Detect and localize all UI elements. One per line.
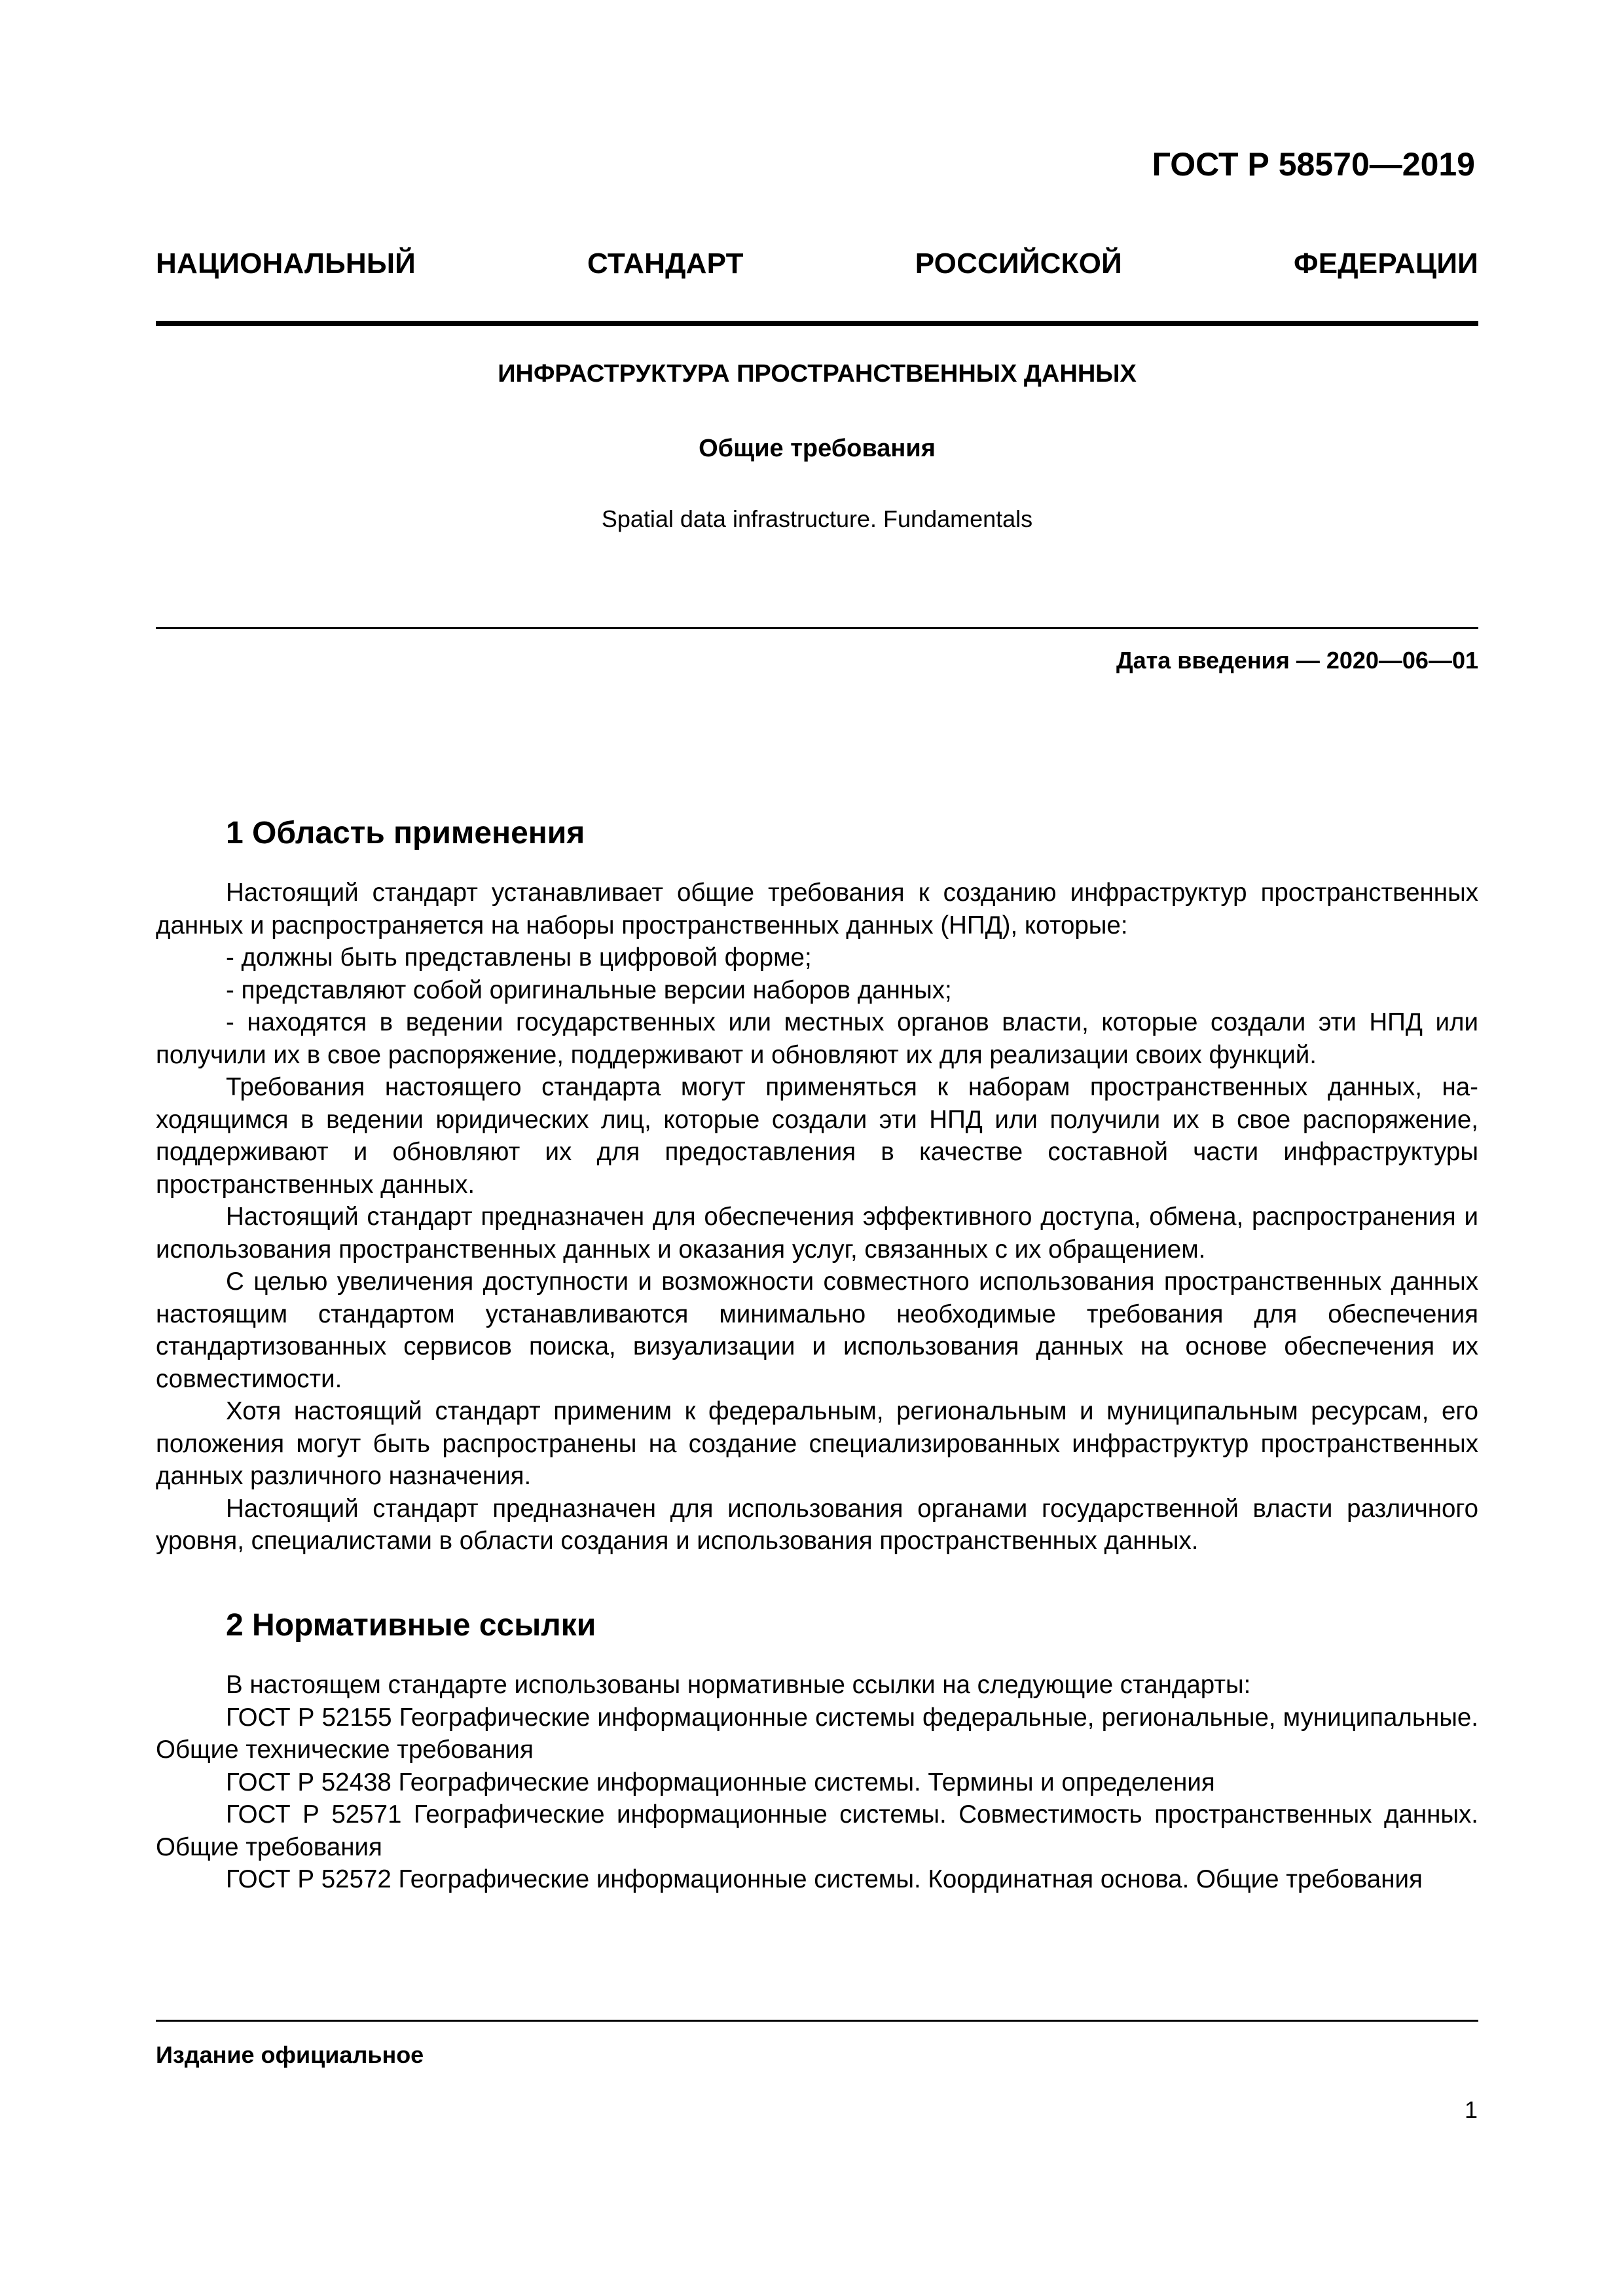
document-title: ИНФРАСТРУКТУРА ПРОСТРАНСТВЕННЫХ ДАННЫХ bbox=[498, 360, 1137, 388]
paragraph: Настоящий стандарт предназначен для использования органами государственной власти различного уровня, специалистами в области создания и использования пространственных данных. bbox=[156, 1494, 1478, 1555]
section-normative-references bbox=[156, 1607, 1478, 1896]
national-standard-banner: НАЦИОНАЛЬНЫЙ СТАНДАРТ РОССИЙСКОЙ ФЕДЕРАЦИИ bbox=[156, 247, 1478, 280]
document-subtitle: Общие требования bbox=[699, 435, 936, 462]
page-number: 1 bbox=[1464, 2096, 1478, 2123]
section-heading: 1 Область применения bbox=[226, 816, 585, 850]
standard-designation: ГОСТ Р 58570—2019 bbox=[1152, 146, 1475, 183]
paragraph: Требования настоящего стандарта могут применяться к наборам пространственных данных, находящимся в ведении юридических лиц, которые создали эти НПД или получили их в свое распоряжение, поддерживают и обновляют их для предоставления в качестве составной части инфраструктуры пространственных данных. bbox=[156, 1073, 1478, 1199]
list-item: - должны быть представлены в цифровой форме; bbox=[226, 943, 812, 972]
official-edition-label: Издание официальное bbox=[156, 2041, 424, 2068]
header-divider bbox=[156, 321, 1478, 326]
paragraph: Хотя настоящий стандарт применим к федеральным, региональным и муниципальным ресурсам, его положения могут быть распространены на создание специализированных инфраструктур пространственных данных различного назначения. bbox=[156, 1397, 1478, 1490]
reference-item: ГОСТ Р 52438 Географические информационные системы. Термины и определения bbox=[226, 1768, 1215, 1796]
section-scope bbox=[156, 815, 1478, 1558]
reference-item: ГОСТ Р 52571 Географические информационные системы. Совместимость пространственных данных. Общие требования bbox=[156, 1800, 1478, 1861]
title-divider bbox=[156, 627, 1478, 629]
reference-item: ГОСТ Р 52572 Географические информационные системы. Координатная основа. Общие требования bbox=[226, 1865, 1423, 1893]
english-title: Spatial data infrastructure. Fundamentals bbox=[601, 505, 1033, 532]
paragraph: С целью увеличения доступности и возможности совместного использования пространственных данных настоящим стандартом устанавливаются минимально необходимые требования для обеспечения стандартизованных сервисов поиска, визуализации и использования данных на основе обеспечения их совместимости. bbox=[156, 1267, 1478, 1393]
footer-divider bbox=[156, 2020, 1478, 2022]
list-item: - находятся в ведении государственных или местных органов власти, которые создали эти НПД или получили их в свое распоряжение, поддерживают и обновляют их для реализации своих функций. bbox=[156, 1008, 1478, 1069]
paragraph: Настоящий стандарт предназначен для обеспечения эффективного доступа, обмена, распространения и использования пространственных данных и оказания услуг, связанных с их обращением. bbox=[156, 1203, 1478, 1264]
introduction-date: Дата введения — 2020—06—01 bbox=[1116, 647, 1478, 674]
reference-item: ГОСТ Р 52155 Географические информационные системы федеральные, региональные, муниципальные. Общие технические требования bbox=[156, 1703, 1478, 1764]
paragraph: В настоящем стандарте использованы нормативные ссылки на следующие стандарты: bbox=[226, 1671, 1251, 1699]
list-item: - представляют собой оригинальные версии наборов данных; bbox=[226, 975, 952, 1004]
section-heading: 2 Нормативные ссылки bbox=[226, 1608, 596, 1643]
paragraph: Настоящий стандарт устанавливает общие требования к созданию инфраструктур пространственных данных и распространяется на наборы пространственных данных (НПД), которые: bbox=[156, 879, 1478, 939]
